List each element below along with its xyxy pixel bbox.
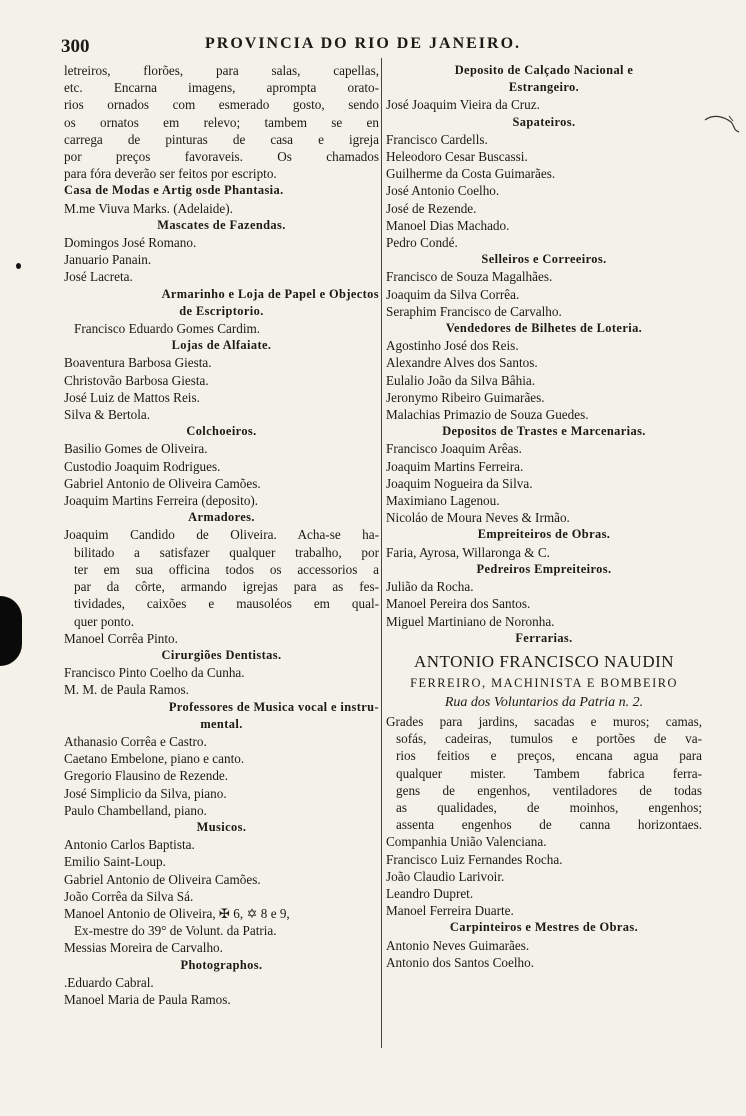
directory-entry: Leandro Dupret. (386, 885, 474, 901)
section-heading: Pedreiros Empreiteiros. (476, 561, 612, 576)
directory-entry: Joaquim Martins Ferreira (deposito). (64, 493, 259, 509)
section-heading: Musicos. (196, 819, 247, 834)
advert-address: Rua dos Voluntarios da Patria n. 2. (444, 694, 644, 710)
directory-entry: Gabriel Antonio de Oliveira Camões. (64, 475, 261, 491)
directory-entry: Basilio Gomes de Oliveira. (64, 441, 208, 457)
directory-entry: M. M. de Paula Ramos. (64, 682, 189, 698)
directory-entry: Emilio Saint-Loup. (64, 854, 166, 870)
directory-entry: Gregorio Flausino de Rezende. (64, 768, 229, 784)
text-line: Joaquim Candido de Oliveira. Acha-se ha- (64, 527, 379, 543)
directory-entry: Caetano Embelone, piano e canto. (64, 751, 245, 767)
text-line: por preços favoraveis. Os chamados (64, 149, 379, 165)
directory-entry: Francisco Luiz Fernandes Rocha. (386, 851, 563, 867)
text-line: letreiros, florões, para salas, capellas, (64, 63, 379, 78)
directory-entry: Domingos José Romano. (64, 235, 197, 251)
directory-entry: Pedro Condé. (386, 235, 458, 251)
text-line: tividades, caixões e mausoléos em qual- (74, 596, 379, 612)
section-heading: Sapateiros. (512, 114, 576, 129)
armadores-notice (64, 526, 379, 629)
advert-body (386, 713, 702, 833)
text-line: os ornatos em relevo; tambem se en (64, 114, 379, 130)
directory-entry: Christovão Barbosa Giesta. (64, 372, 209, 388)
directory-entry: Heleodoro Cesar Buscassi. (386, 149, 528, 165)
directory-entry: Maximiano Lagenou. (386, 493, 500, 509)
directory-entry: Francisco Eduardo Gomes Cardim. (74, 321, 261, 337)
directory-entry: Julião da Rocha. (386, 579, 474, 595)
text-line: rios ornados com esmerado gosto, sendo (64, 97, 379, 113)
text-line: sofás, cadeiras, tumulos e portões de va- (396, 731, 702, 747)
directory-entry: Faria, Ayrosa, Willaronga & C. (386, 544, 550, 560)
text-line: para fóra deverão ser feitos por escripto. (64, 166, 277, 182)
directory-entry: João Corrêa da Silva Sá. (64, 888, 194, 904)
right-column (386, 62, 702, 971)
section-heading: Colchoeiros. (186, 424, 257, 439)
running-title: PROVINCIA DO RIO DE JANEIRO. (205, 35, 522, 52)
text-line: par da côrte, armando igrejas para as fes- (74, 579, 379, 595)
section-heading: Depositos de Trastes e Marcenarias. (442, 424, 646, 439)
directory-entry: Joaquim da Silva Corrêa. (386, 286, 520, 302)
directory-entry: Gabriel Antonio de Oliveira Camões. (64, 871, 261, 887)
directory-entry: Antonio dos Santos Coelho. (386, 954, 534, 970)
section-heading: Mascates de Fazendas. (157, 217, 286, 232)
directory-entry: Seraphim Francisco de Carvalho. (386, 303, 562, 319)
section-heading: Selleiros e Correeiros. (481, 252, 607, 267)
text-line: as qualidades, de moinhos, engenhos; (396, 799, 702, 815)
section-heading: mental. (200, 716, 243, 731)
section-heading: Casa de Modas e Artig osde Phantasia. (64, 183, 284, 198)
directory-entry: José Joaquim Vieira da Cruz. (386, 97, 540, 113)
directory-entry: José Antonio Coelho. (386, 183, 500, 199)
directory-entry: Agostinho José dos Reis. (386, 338, 519, 354)
directory-entry: Manoel Ferreira Duarte. (386, 903, 514, 919)
section-heading: de Escriptorio. (179, 303, 264, 318)
directory-entry: Custodio Joaquim Rodrigues. (64, 458, 221, 474)
text-line: rios feitios e preços, encana agua para (396, 748, 702, 764)
directory-entry: Manoel Pereira dos Santos. (386, 596, 531, 612)
pencil-mark-icon (703, 112, 741, 134)
directory-entry: Manoel Dias Machado. (386, 217, 510, 233)
section-heading: Armarinho e Loja de Papel e Objectos (161, 286, 379, 301)
directory-entry: José de Rezende. (386, 200, 477, 216)
directory-entry: Nicoláo de Moura Neves & Irmão. (386, 510, 570, 526)
ink-blot (0, 596, 22, 666)
directory-entry: Januario Panain. (64, 252, 152, 268)
directory-entry: José Simplicio da Silva, piano. (64, 785, 227, 801)
directory-entry: Boaventura Barbosa Giesta. (64, 355, 212, 371)
advert-trade: FERREIRO, MACHINISTA E BOMBEIRO (410, 675, 678, 690)
directory-entry: Guilherme da Costa Guimarães. (386, 166, 556, 182)
section-heading: Ferrarias. (515, 630, 573, 645)
text-line: assenta engenhos de canna horizontaes. (396, 817, 702, 833)
directory-entry: Francisco Cardells. (386, 131, 488, 147)
left-column (64, 62, 379, 1008)
intro-paragraph (64, 62, 379, 182)
directory-entry: Silva & Bertola. (64, 407, 151, 423)
directory-entry: Manoel Maria de Paula Ramos. (64, 991, 231, 1007)
section-heading: Estrangeiro. (508, 80, 580, 95)
text-line: Grades para jardins, sacadas e muros; camas, (386, 713, 702, 729)
section-heading: Photographos. (180, 957, 263, 972)
advert-name: ANTONIO FRANCISCO NAUDIN (413, 651, 675, 671)
directory-entry: Antonio Neves Guimarães. (386, 937, 530, 953)
ink-dot (16, 263, 21, 269)
section-heading: Lojas de Alfaiate. (171, 338, 272, 353)
directory-entry: Miguel Martiniano de Noronha. (386, 613, 555, 629)
text-line: bilitado a satisfazer qualquer trabalho, por (74, 544, 379, 560)
directory-entry: João Claudio Larivoir. (386, 868, 505, 884)
directory-entry: Manoel Antonio de Oliveira, ✠ 6, ✡ 8 e 9, (64, 905, 290, 921)
text-line: gens de engenhos, ventiladores de todas (396, 782, 702, 798)
section-heading: Armadores. (188, 510, 255, 525)
directory-entry: José Luiz de Mattos Reis. (64, 389, 200, 405)
text-line: quer ponto. (74, 613, 135, 629)
directory-entry: Messias Moreira de Carvalho. (64, 940, 223, 956)
directory-entry: Alexandre Alves dos Santos. (386, 355, 538, 371)
section-heading: Carpinteiros e Mestres de Obras. (449, 920, 639, 935)
directory-entry: Joaquim Martins Ferreira. (386, 458, 524, 474)
column-divider (381, 58, 382, 1048)
directory-entry: Malachias Primazio de Souza Guedes. (386, 407, 589, 423)
section-heading: Empreiteiros de Obras. (477, 527, 611, 542)
section-heading: Deposito de Calçado Nacional e (454, 63, 634, 77)
directory-entry: Antonio Carlos Baptista. (64, 837, 195, 853)
section-heading: Vendedores de Bilhetes de Loteria. (445, 321, 643, 336)
text-line: carrega de pinturas de casa e igreja (64, 131, 379, 147)
directory-entry: Francisco Joaquim Arêas. (386, 441, 522, 457)
directory-entry: .Eduardo Cabral. (64, 974, 154, 990)
directory-entry: Ex-mestre do 39° de Volunt. da Patria. (74, 923, 277, 939)
directory-entry: Francisco Pinto Coelho da Cunha. (64, 665, 245, 681)
text-line: ter em sua officina todos os accessorios a (74, 561, 379, 577)
directory-entry: Companhia União Valenciana. (386, 834, 547, 850)
page-number: 300 (61, 36, 90, 57)
text-line: etc. Encarna imagens, apromptа orato- (64, 80, 379, 96)
directory-entry: Francisco de Souza Magalhães. (386, 269, 553, 285)
text-line: qualquer mister. Tambem fabrica ferra- (396, 765, 702, 781)
directory-entry: M.me Viuva Marks. (Adelaide). (64, 200, 233, 216)
section-heading: Professores de Musica vocal e instru- (168, 699, 379, 714)
directory-entry: Joaquim Nogueira da Silva. (386, 475, 533, 491)
directory-entry: Eulalio João da Silva Bâhia. (386, 372, 536, 388)
directory-entry: José Lacreta. (64, 269, 133, 285)
directory-entry: Paulo Chambelland, piano. (64, 802, 207, 818)
directory-entry: Jeronymo Ribeiro Guimarães. (386, 389, 545, 405)
directory-entry: Manoel Corrêa Pinto. (64, 630, 178, 646)
section-heading: Cirurgiões Dentistas. (161, 647, 282, 662)
directory-entry: Athanasio Corrêa e Castro. (64, 733, 207, 749)
